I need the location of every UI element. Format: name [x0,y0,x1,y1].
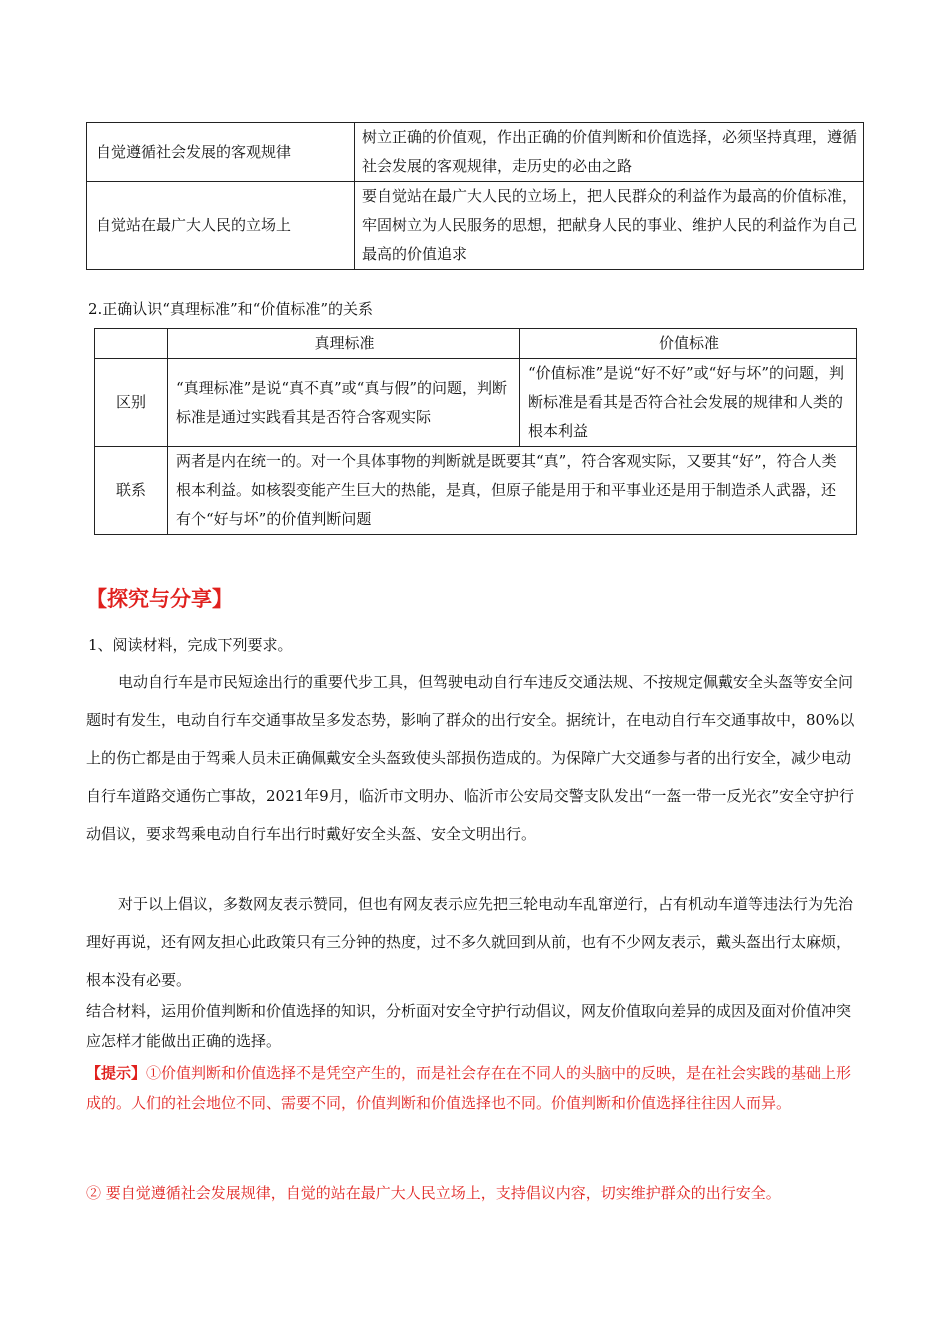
header-truth-standard: 真理标准 [168,329,520,359]
material-paragraph: 电动自行车是市民短途出行的重要代步工具，但驾驶电动自行车违反交通法规、不按规定佩戴安全头盔等安全问题时有发生，电动自行车交通事故呈多发态势，影响了群众的出行安全。据统计，在电动自行车交通事故中，80%以上的伤亡都是由于驾乘人员未正确佩戴安全头盔致使头部损伤造成的。为保障广大交通参与者的出行安全，减少电动自行车道路交通伤亡事故，2021年9月，临沂市文明办、临沂市公安局交警支队发出“一盔一带一反光衣”安全守护行动倡议，要求驾乘电动自行车出行时戴好安全头盔、安全文明出行。 [86,673,855,843]
question-text: 结合材料，运用价值判断和价值选择的知识，分析面对安全守护行动倡议，网友价值取向差异的成因及面对价值冲突应怎样才能做出正确的选择。 [86,1002,852,1050]
section-title: 2.正确认识“真理标准”和“价值标准”的关系 [88,300,373,318]
row-label: 自觉站在最广大人民的立场上 [87,182,355,270]
row-content: 树立正确的价值观，作出正确的价值判断和价值选择，必须坚持真理，遵循社会发展的客观规律，走历史的必由之路 [355,123,864,182]
difference-truth: “真理标准”是说“真不真”或“真与假”的问题，判断标准是通过实践看其是否符合客观实际 [168,359,520,447]
difference-label: 区别 [95,359,168,447]
section-heading: 【探究与分享】 [86,587,233,611]
values-table [86,122,864,270]
task-title: 1、阅读材料，完成下列要求。 [88,636,293,654]
row-content: 要自觉站在最广大人民的立场上，把人民群众的利益作为最高的价值标准，牢固树立为人民服务的思想，把献身人民的事业、维护人民的利益作为自己最高的价值追求 [355,182,864,270]
table-row [87,123,864,182]
hint-text: ①价值判断和价值选择不是凭空产生的，而是社会存在在不同人的头脑中的反映，是在社会实践的基础上形成的。人们的社会地位不同、需要不同，价值判断和价值选择也不同。价值判断和价值选择往往因人而异。 [86,1064,852,1112]
row-label: 自觉遵循社会发展的客观规律 [87,123,355,182]
material-paragraph: 对于以上倡议，多数网友表示赞同，但也有网友表示应先把三轮电动车乱窜逆行，占有机动车道等违法行为先治理好再说，还有网友担心此政策只有三分钟的热度，过不多久就回到从前，也有不少网友表示，戴头盔出行太麻烦，根本没有必要。 [86,895,854,989]
table-row [87,182,864,270]
connection-text: 两者是内在统一的。对一个具体事物的判断就是既要其“真”，符合客观实际，又要其“好”，符合人类根本利益。如核裂变能产生巨大的热能，是真，但原子能是用于和平事业还是用于制造杀人武器，还有个“好与坏”的价值判断问题 [168,447,857,535]
table-row [95,359,857,447]
comparison-table [94,328,857,535]
hint-paragraph: ② 要自觉遵循社会发展规律，自觉的站在最广大人民立场上，支持倡议内容，切实维护群众的出行安全。 [86,1184,781,1202]
table-header-row [95,329,857,359]
connection-label: 联系 [95,447,168,535]
hint-paragraph [86,1058,864,1118]
header-empty-cell [95,329,168,359]
table-row [95,447,857,535]
header-value-standard: 价值标准 [520,329,857,359]
hint-tag: 【提示】 [86,1064,147,1082]
difference-value: “价值标准”是说“好不好”或“好与坏”的问题，判断标准是看其是否符合社会发展的规律和人类的根本利益 [520,359,857,447]
